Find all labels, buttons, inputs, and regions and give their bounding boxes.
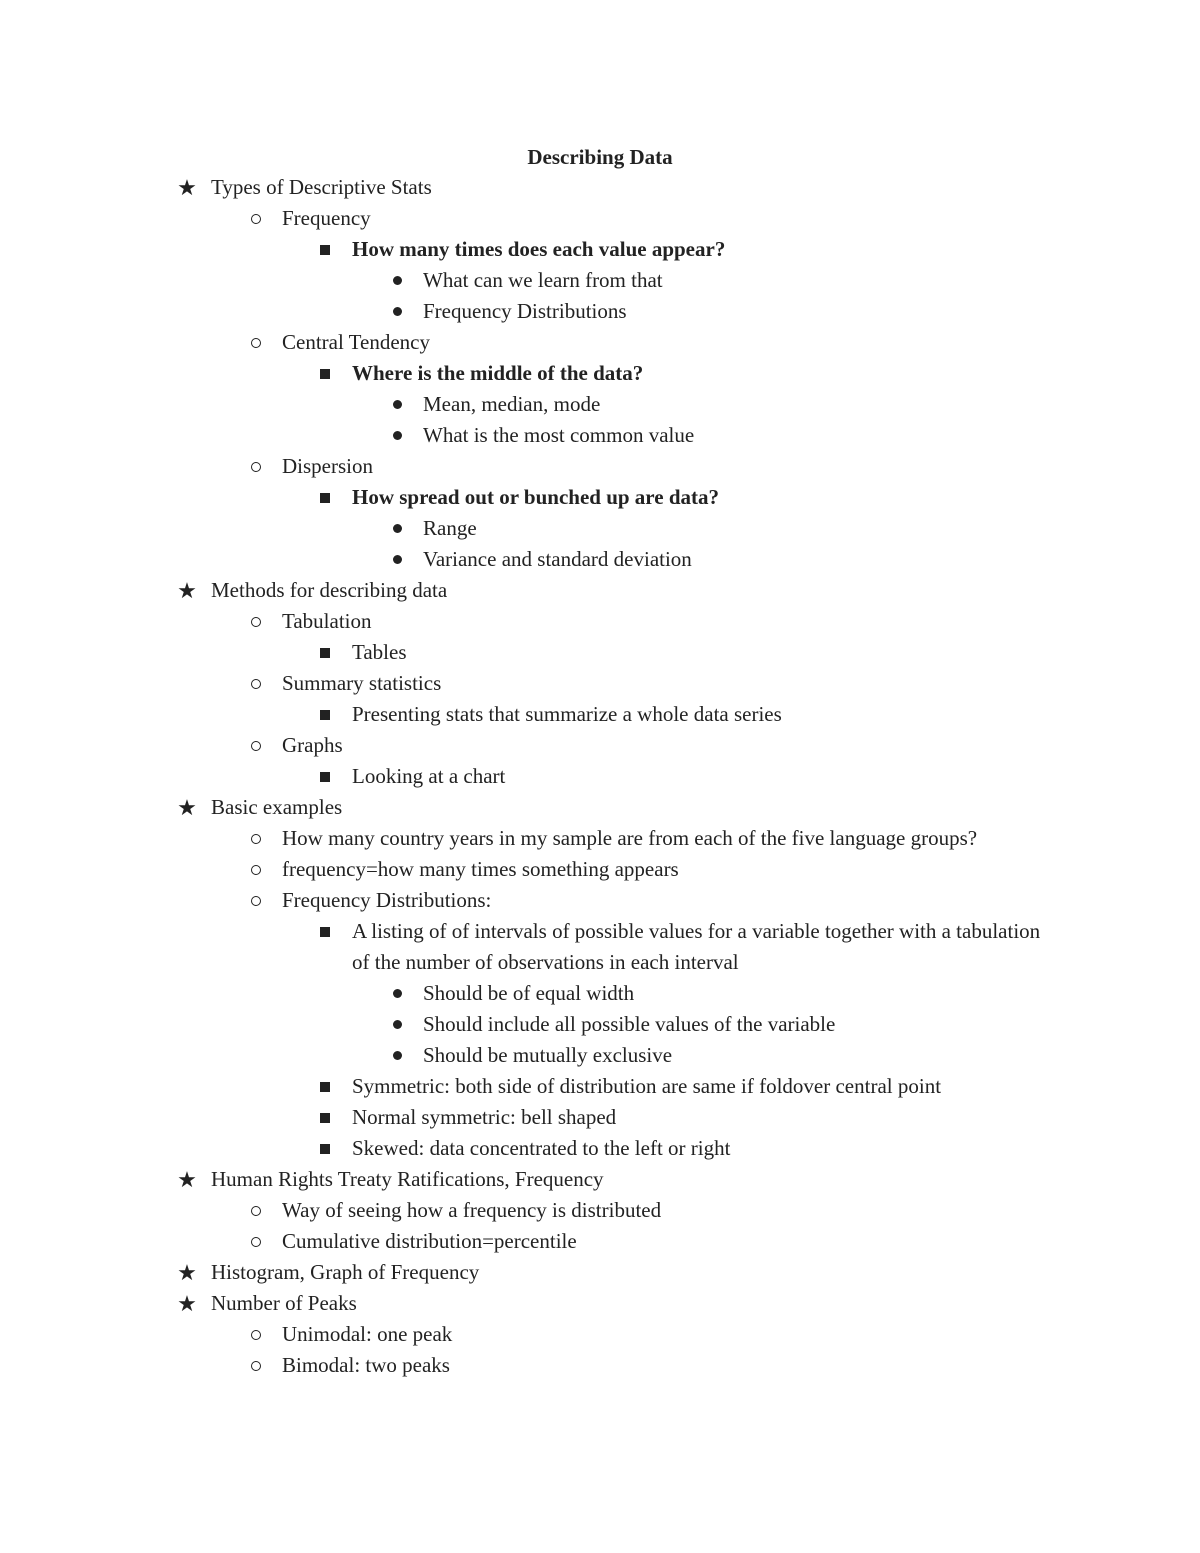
outline-item — [0, 296, 1023, 327]
outline-item — [0, 885, 1002, 916]
outline-item — [0, 234, 1042, 265]
outline-item-text: Where is the middle of the data? — [352, 361, 644, 385]
outline-item — [0, 1009, 1023, 1040]
hollow-circle-bullet-icon — [246, 885, 266, 916]
square-bullet-icon — [315, 482, 335, 513]
outline-item-text: Types of Descriptive Stats — [211, 175, 432, 199]
outline-item — [0, 172, 1011, 203]
dot-bullet-icon — [387, 389, 407, 420]
outline-item — [0, 482, 1042, 513]
star-bullet-icon: ★ — [177, 1168, 197, 1193]
outline-item-text: Cumulative distribution=percentile — [282, 1229, 577, 1253]
outline-item — [0, 265, 1023, 296]
outline-item — [0, 978, 1023, 1009]
notes-outline — [0, 172, 1200, 1381]
outline-item — [0, 916, 1042, 978]
outline-item-text: What can we learn from that — [423, 268, 663, 292]
square-bullet-icon — [315, 358, 335, 389]
outline-item — [0, 1288, 1011, 1319]
outline-item-text: Presenting stats that summarize a whole data series — [352, 702, 782, 726]
outline-item — [0, 1040, 1023, 1071]
outline-item-text: How many times does each value appear? — [352, 237, 726, 261]
outline-item-text: Should include all possible values of the variable — [423, 1012, 836, 1036]
dot-bullet-icon — [387, 513, 407, 544]
outline-item-text: Bimodal: two peaks — [282, 1353, 450, 1377]
square-bullet-icon — [315, 1102, 335, 1133]
outline-item — [0, 420, 1023, 451]
hollow-circle-bullet-icon — [246, 1195, 266, 1226]
outline-item-text: How spread out or bunched up are data? — [352, 485, 719, 509]
outline-item — [0, 358, 1042, 389]
outline-item — [0, 637, 1042, 668]
outline-item-text: Should be of equal width — [423, 981, 635, 1005]
outline-item — [0, 854, 1002, 885]
outline-item-text: Frequency Distributions: — [282, 888, 492, 912]
square-bullet-icon — [315, 699, 335, 730]
hollow-circle-bullet-icon — [246, 854, 266, 885]
outline-item — [0, 1164, 1011, 1195]
outline-item-text: Looking at a chart — [352, 764, 506, 788]
outline-item — [0, 606, 1002, 637]
dot-bullet-icon — [387, 1040, 407, 1071]
outline-item — [0, 1257, 1011, 1288]
outline-item — [0, 1226, 1002, 1257]
outline-item — [0, 1133, 1042, 1164]
outline-item-text: Frequency — [282, 206, 371, 230]
outline-item — [0, 1350, 1002, 1381]
hollow-circle-bullet-icon — [246, 1350, 266, 1381]
star-bullet-icon: ★ — [177, 579, 197, 604]
star-bullet-icon: ★ — [177, 1292, 197, 1317]
outline-item-text: Unimodal: one peak — [282, 1322, 453, 1346]
dot-bullet-icon — [387, 978, 407, 1009]
star-bullet-icon: ★ — [177, 796, 197, 821]
outline-item — [0, 513, 1023, 544]
document-title: Describing Data — [527, 145, 673, 169]
outline-item-text: Graphs — [282, 733, 343, 757]
hollow-circle-bullet-icon — [246, 668, 266, 699]
outline-item-text: Way of seeing how a frequency is distributed — [282, 1198, 662, 1222]
outline-item — [0, 575, 1011, 606]
outline-item-text: frequency=how many times something appears — [282, 857, 679, 881]
dot-bullet-icon — [387, 544, 407, 575]
outline-item — [0, 699, 1042, 730]
outline-item-text: Skewed: data concentrated to the left or right — [352, 1136, 731, 1160]
outline-item — [0, 451, 1002, 482]
square-bullet-icon — [315, 1133, 335, 1164]
dot-bullet-icon — [387, 1009, 407, 1040]
outline-item — [0, 761, 1042, 792]
square-bullet-icon — [315, 916, 335, 947]
star-bullet-icon: ★ — [177, 1261, 197, 1286]
dot-bullet-icon — [387, 420, 407, 451]
outline-item — [0, 668, 1002, 699]
dot-bullet-icon — [387, 265, 407, 296]
outline-item-text: Methods for describing data — [211, 578, 448, 602]
outline-item-text: Should be mutually exclusive — [423, 1043, 673, 1067]
outline-item-text: Symmetric: both side of distribution are same if foldover central point — [352, 1074, 942, 1098]
hollow-circle-bullet-icon — [246, 327, 266, 358]
outline-item-text: How many country years in my sample are from each of the five language groups? — [282, 826, 978, 850]
outline-item — [0, 792, 1011, 823]
outline-item-text: Tabulation — [282, 609, 372, 633]
outline-item-text: Frequency Distributions — [423, 299, 627, 323]
outline-item-text: Range — [423, 516, 477, 540]
outline-item — [0, 203, 1002, 234]
outline-item — [0, 730, 1002, 761]
hollow-circle-bullet-icon — [246, 730, 266, 761]
outline-item — [0, 1102, 1042, 1133]
outline-item — [0, 1319, 1002, 1350]
outline-item — [0, 823, 1002, 854]
outline-item-text: Summary statistics — [282, 671, 442, 695]
hollow-circle-bullet-icon — [246, 1226, 266, 1257]
hollow-circle-bullet-icon — [246, 203, 266, 234]
outline-item-text: Dispersion — [282, 454, 373, 478]
outline-item-text: Variance and standard deviation — [423, 547, 692, 571]
outline-item-text: Central Tendency — [282, 330, 431, 354]
outline-item — [0, 1071, 1042, 1102]
hollow-circle-bullet-icon — [246, 823, 266, 854]
outline-item — [0, 1195, 1002, 1226]
outline-item-text: What is the most common value — [423, 423, 695, 447]
outline-item-text: A listing of of intervals of possible values for a variable together with a tabulation of the number of observations in each interval — [352, 919, 1041, 974]
square-bullet-icon — [315, 1071, 335, 1102]
square-bullet-icon — [315, 637, 335, 668]
outline-item-text: Human Rights Treaty Ratifications, Frequency — [211, 1167, 604, 1191]
outline-item — [0, 327, 1002, 358]
outline-item-text: Mean, median, mode — [423, 392, 601, 416]
square-bullet-icon — [315, 761, 335, 792]
outline-item-text: Tables — [352, 640, 407, 664]
star-bullet-icon: ★ — [177, 176, 197, 201]
dot-bullet-icon — [387, 296, 407, 327]
hollow-circle-bullet-icon — [246, 451, 266, 482]
outline-item-text: Number of Peaks — [211, 1291, 357, 1315]
outline-item-text: Normal symmetric: bell shaped — [352, 1105, 617, 1129]
outline-item-text: Histogram, Graph of Frequency — [211, 1260, 480, 1284]
outline-item — [0, 544, 1023, 575]
outline-item-text: Basic examples — [211, 795, 343, 819]
outline-item — [0, 389, 1023, 420]
hollow-circle-bullet-icon — [246, 1319, 266, 1350]
hollow-circle-bullet-icon — [246, 606, 266, 637]
square-bullet-icon — [315, 234, 335, 265]
